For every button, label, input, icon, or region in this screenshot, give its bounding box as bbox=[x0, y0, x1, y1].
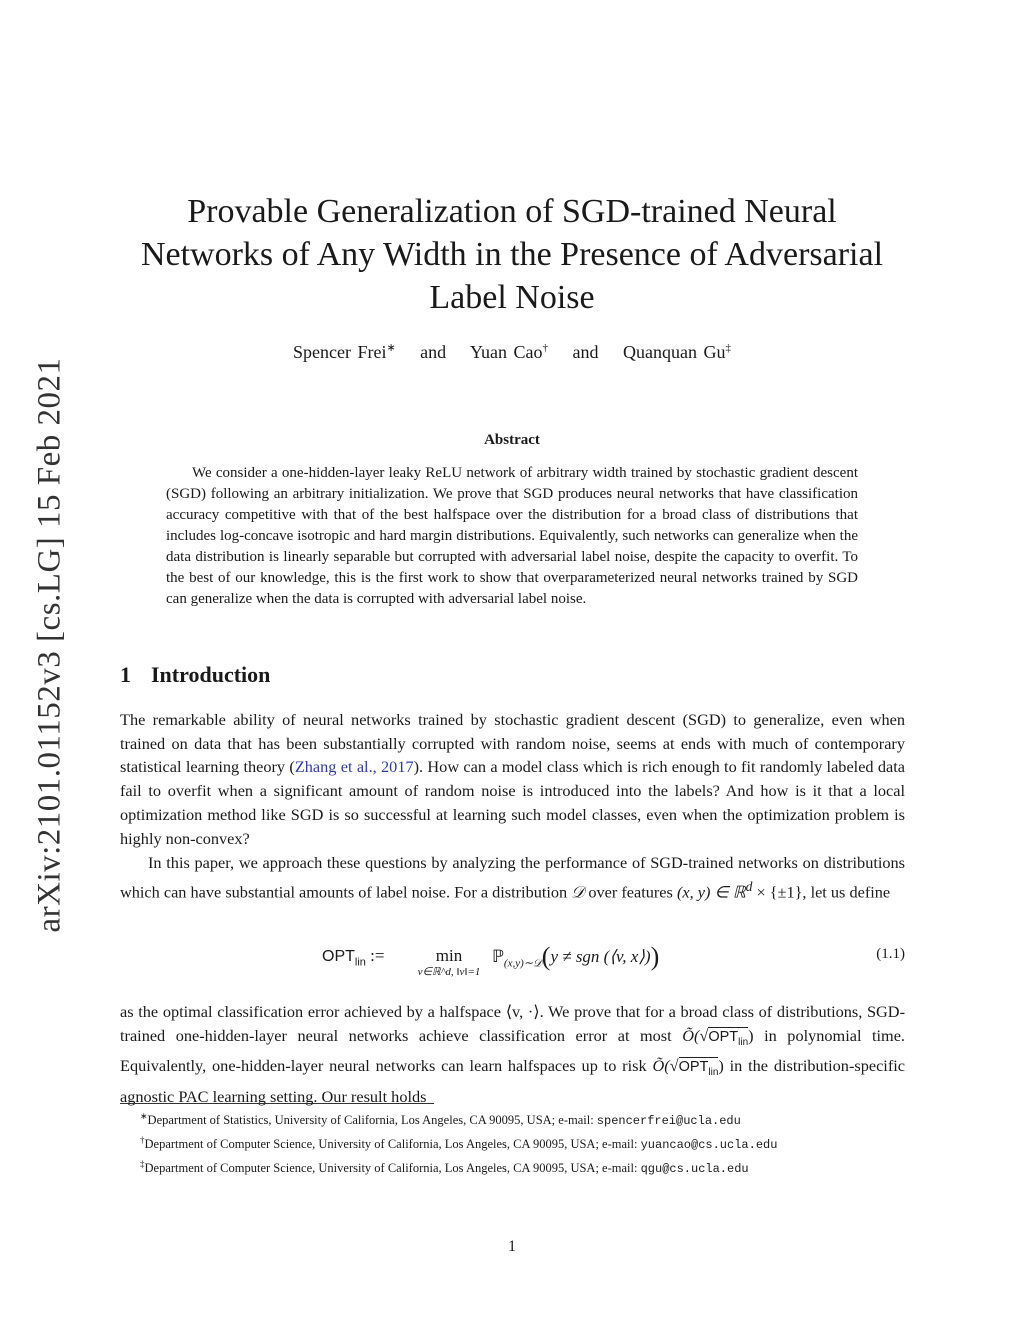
p3-text-a: as the optimal classification error achieved by a halfspace ⟨v, ·⟩. We prove that for a broad class of distributions, SGD-trained one-hidden-layer neural networks achieve classification error at most bbox=[120, 1002, 905, 1045]
intro-paragraph-2 bbox=[120, 851, 905, 904]
opt-symbol: OPT bbox=[708, 1028, 739, 1045]
p3-text-b: in polynomial time. Equivalently, one-hidden-layer neural networks can learn halfspaces up to risk bbox=[120, 1025, 906, 1076]
author-gu-mark: ‡ bbox=[725, 342, 731, 354]
author-gu: Quanquan Gu bbox=[623, 342, 726, 362]
author-cao: Yuan Cao bbox=[470, 342, 543, 362]
opt-subscript: lin bbox=[708, 1067, 719, 1079]
p2-math-sup: d bbox=[745, 878, 753, 894]
prob-symbol: ℙ bbox=[492, 947, 504, 966]
opt-subscript: lin bbox=[354, 956, 366, 969]
author-conjunction: and bbox=[420, 342, 447, 362]
footnote-3-email[interactable]: qgu@cs.ucla.edu bbox=[640, 1162, 749, 1177]
opt-symbol: OPT bbox=[678, 1059, 709, 1076]
assign-symbol: := bbox=[365, 946, 385, 965]
footnote-divider bbox=[120, 1103, 434, 1104]
p2-text-b: over features bbox=[584, 882, 677, 902]
open-paren: ( bbox=[541, 942, 551, 971]
p3-text-c: in the distribution-specific agnostic PAC learning setting. Our result holds bbox=[120, 1056, 905, 1106]
prob-subscript: (x,y)∼𝒟 bbox=[503, 957, 542, 970]
equation-number: (1.1) bbox=[876, 946, 905, 962]
section-title: Introduction bbox=[151, 662, 271, 687]
footnotes bbox=[120, 1107, 905, 1179]
footnote-1 bbox=[120, 1107, 905, 1131]
footnote-3-text: Department of Computer Science, University of California, Los Angeles, CA 90095, USA; e-mail: bbox=[144, 1161, 641, 1176]
intro-paragraph-3 bbox=[120, 1000, 905, 1109]
close-paren: ) bbox=[748, 1025, 754, 1045]
sqrt-opt-lin bbox=[708, 1027, 749, 1048]
p2-math: (x, y) ∈ ℝ bbox=[676, 882, 746, 902]
paper-title bbox=[110, 190, 914, 319]
section-heading bbox=[120, 662, 270, 688]
equation-min bbox=[404, 946, 494, 978]
arxiv-identifier: arXiv:2101.01152v3 [cs.LG] 15 Feb 2021 bbox=[31, 357, 68, 933]
p1-text-b: ). How can a model class which is rich enough to fit randomly labeled data fail to overfit when a significant amount of random noise is introduced into the labels? And how is it that a local optimization method like SGD is so successful at learning such model classes, even when the optimization problem is highly non-convex? bbox=[120, 757, 906, 848]
opt-subscript: lin bbox=[738, 1036, 749, 1048]
citation-link-zhang[interactable]: Zhang et al., 2017 bbox=[294, 757, 414, 777]
footnote-2 bbox=[120, 1131, 905, 1155]
equation-lhs bbox=[322, 946, 384, 968]
footnote-2-text: Department of Computer Science, University of California, Los Angeles, CA 90095, USA; e-mail: bbox=[144, 1137, 641, 1152]
section-number: 1 bbox=[120, 662, 131, 687]
title-line-1: Provable Generalization of SGD-trained Neural bbox=[187, 193, 837, 230]
footnote-2-mark: † bbox=[140, 1135, 145, 1146]
footnote-1-email[interactable]: spencerfrei@ucla.edu bbox=[596, 1114, 741, 1129]
author-conjunction: and bbox=[572, 342, 599, 362]
equation-1-1 bbox=[120, 940, 905, 980]
sqrt-opt-lin bbox=[678, 1057, 719, 1079]
page-number: 1 bbox=[508, 1238, 516, 1255]
o-tilde: Õ(√ bbox=[682, 1025, 709, 1045]
title-line-2: Networks of Any Width in the Presence of Adversarial bbox=[140, 236, 884, 273]
o-tilde: Õ(√ bbox=[652, 1056, 679, 1076]
p2-text-c: , let us define bbox=[802, 882, 891, 902]
close-paren: ) bbox=[718, 1056, 724, 1076]
intro-paragraph-1 bbox=[120, 708, 905, 850]
abstract-text: We consider a one-hidden-layer leaky ReLU network of arbitrary width trained by stochastic gradient descent (SGD) following an arbitrary initialization. We prove that SGD produces neural networks that have classification accuracy competitive with that of the best halfspace over the distribution for a broad class of distributions that includes log-concave isotropic and hard margin distributions. Equivalently, such networks can generalize when the data distribution is linearly separable but corrupted with adversarial label noise, despite the capacity to overfit. To the best of our knowledge, this is the first work to show that overparameterized neural networks trained by SGD can generalize when the data is corrupted with adversarial label noise. bbox=[166, 465, 858, 607]
p2-text-a: In this paper, we approach these questions by analyzing the performance of SGD-trained networks on distributions which can have substantial amounts of label noise. For a distribution bbox=[120, 853, 905, 902]
author-frei-mark: ∗ bbox=[386, 342, 396, 354]
footnote-1-text: Department of Statistics, University of California, Los Angeles, CA 90095, USA; e-mail: bbox=[147, 1113, 597, 1128]
p1-text-a: The remarkable ability of neural networks trained by stochastic gradient descent (SGD) to generalize, even when trained on data that has been substantially corrupted with random noise, seems at ends with much of contemporary statistical learning theory ( bbox=[120, 710, 905, 777]
min-subscript: v∈ℝ^d, ‖v‖=1 bbox=[417, 966, 481, 978]
footnote-3 bbox=[120, 1155, 905, 1179]
prob-event: y ≠ sgn (⟨v, x⟩) bbox=[550, 947, 651, 966]
author-cao-mark: † bbox=[542, 342, 549, 354]
footnote-1-mark: ∗ bbox=[140, 1111, 148, 1121]
author-list bbox=[110, 341, 914, 363]
abstract-heading: Abstract bbox=[484, 432, 540, 448]
footnote-3-mark: ‡ bbox=[140, 1159, 145, 1170]
footnote-2-email[interactable]: yuancao@cs.ucla.edu bbox=[640, 1138, 778, 1153]
title-line-3: Label Noise bbox=[429, 279, 595, 316]
author-frei: Spencer Frei bbox=[292, 342, 387, 362]
min-operator: min bbox=[435, 946, 463, 965]
p2-math-2: × {±1} bbox=[752, 882, 803, 902]
opt-symbol: OPT bbox=[322, 948, 355, 965]
p2-distribution-symbol: 𝒟 bbox=[571, 882, 585, 902]
close-paren: ) bbox=[650, 942, 660, 971]
equation-probability bbox=[492, 942, 659, 972]
